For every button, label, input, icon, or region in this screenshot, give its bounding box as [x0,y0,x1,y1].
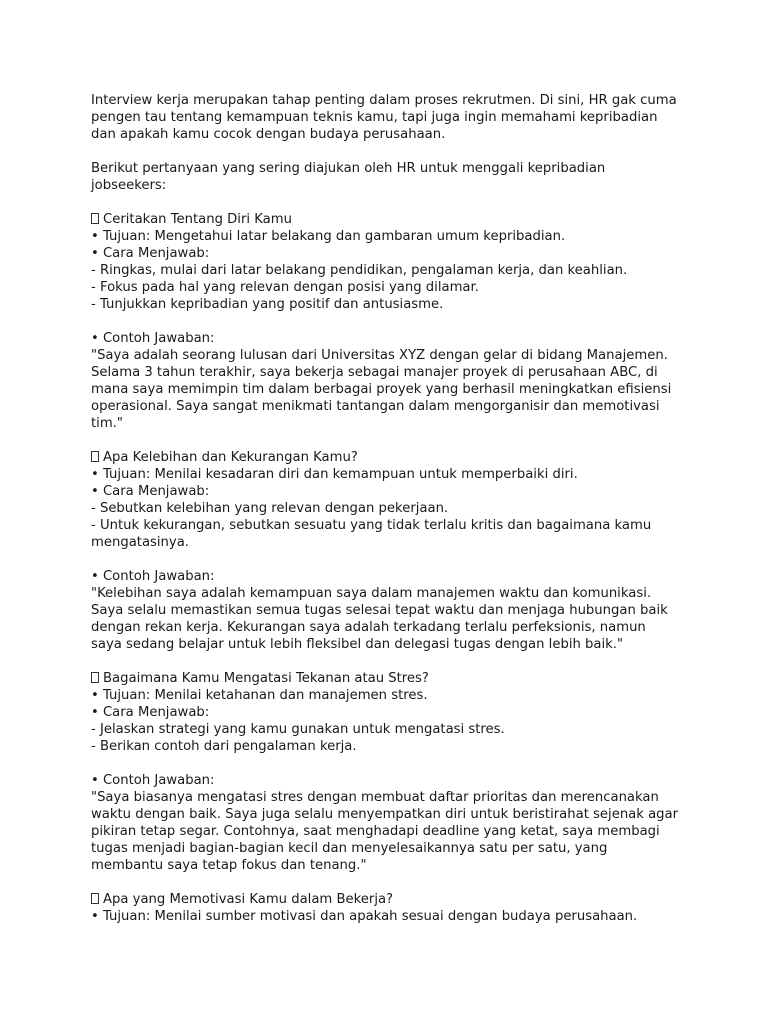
question-section [91,449,691,551]
contoh-label: • Contoh Jawaban: [91,331,215,346]
contoh-line: tugas menjadi bagian-bagian kecil dan menyelesaikannya satu per satu, yang [91,841,608,856]
contoh-line: membantu saya tetap fokus dan tenang." [91,858,367,873]
cara-item: - Fokus pada hal yang relevan dengan posisi yang dilamar. [91,280,479,295]
cara-item: - Sebutkan kelebihan yang relevan dengan pekerjaan. [91,501,449,516]
contoh-line: saya sedang belajar untuk lebih fleksibel dan delegasi tugas dengan lebih baik." [91,637,624,652]
question-heading [91,211,691,228]
contoh-line: operasional. Saya sangat menikmati tantangan dalam mengorganisir dan memotivasi [91,399,660,414]
question-section [91,670,691,755]
question-title: Ceritakan Tentang Diri Kamu [103,212,292,227]
missing-glyph-icon [91,672,99,683]
contoh-label: • Contoh Jawaban: [91,773,215,788]
example-answer [91,772,691,874]
cara-item: - Tunjukkan kepribadian yang positif dan antusiasme. [91,297,444,312]
contoh-line: Selama 3 tahun terakhir, saya bekerja sebagai manajer proyek di perusahaan ABC, di [91,365,658,380]
question-heading [91,891,691,908]
cara-label: • Cara Menjawab: [91,484,210,499]
missing-glyph-icon [91,213,99,224]
tujuan-line: • Tujuan: Menilai ketahanan dan manajemen stres. [91,688,428,703]
intro-line: pengen tau tentang kemampuan teknis kamu, tapi juga ingin memahami kepribadian [91,110,658,125]
lead-line: jobseekers: [91,178,167,193]
question-title: Apa Kelebihan dan Kekurangan Kamu? [103,450,358,465]
contoh-label: • Contoh Jawaban: [91,569,215,584]
contoh-line: dengan rekan kerja. Kekurangan saya adalah terkadang terlalu perfeksionis, namun [91,620,646,635]
contoh-line: waktu dengan baik. Saya juga selalu menyempatkan diri untuk beristirahat sejenak agar [91,807,679,822]
cara-item: mengatasinya. [91,535,189,550]
contoh-line: "Saya biasanya mengatasi stres dengan membuat daftar prioritas dan merencanakan [91,790,659,805]
question-title: Apa yang Memotivasi Kamu dalam Bekerja? [103,892,394,907]
lead-paragraph [91,160,691,194]
contoh-line: Saya selalu memastikan semua tugas selesai tepat waktu dan menjaga hubungan baik [91,603,668,618]
question-heading [91,670,691,687]
document-page [91,92,691,942]
contoh-line: "Kelebihan saya adalah kemampuan saya dalam manajemen waktu dan komunikasi. [91,586,652,601]
intro-line: Interview kerja merupakan tahap penting dalam proses rekrutmen. Di sini, HR gak cuma [91,93,677,108]
example-answer [91,568,691,653]
question-section [91,211,691,313]
contoh-line: mana saya memimpin tim dalam berbagai proyek yang berhasil meningkatkan efisiensi [91,382,672,397]
cara-item: - Ringkas, mulai dari latar belakang pendidikan, pengalaman kerja, dan keahlian. [91,263,628,278]
cara-item: - Jelaskan strategi yang kamu gunakan untuk mengatasi stres. [91,722,505,737]
example-answer [91,330,691,432]
cara-item: - Berikan contoh dari pengalaman kerja. [91,739,357,754]
lead-line: Berikut pertanyaan yang sering diajukan oleh HR untuk menggali kepribadian [91,161,606,176]
contoh-line: "Saya adalah seorang lulusan dari Universitas XYZ dengan gelar di bidang Manajemen. [91,348,668,363]
contoh-line: pikiran tetap segar. Contohnya, saat menghadapi deadline yang ketat, saya membagi [91,824,660,839]
contoh-line: tim." [91,416,123,431]
intro-line: dan apakah kamu cocok dengan budaya perusahaan. [91,127,446,142]
cara-label: • Cara Menjawab: [91,246,210,261]
intro-paragraph [91,92,691,143]
tujuan-line: • Tujuan: Mengetahui latar belakang dan gambaran umum kepribadian. [91,229,566,244]
tujuan-line: • Tujuan: Menilai sumber motivasi dan apakah sesuai dengan budaya perusahaan. [91,909,638,924]
tujuan-line: • Tujuan: Menilai kesadaran diri dan kemampuan untuk memperbaiki diri. [91,467,578,482]
question-heading [91,449,691,466]
cara-label: • Cara Menjawab: [91,705,210,720]
missing-glyph-icon [91,451,99,462]
cara-item: - Untuk kekurangan, sebutkan sesuatu yang tidak terlalu kritis dan bagaimana kamu [91,518,652,533]
question-section [91,891,691,925]
missing-glyph-icon [91,893,99,904]
question-title: Bagaimana Kamu Mengatasi Tekanan atau Stres? [103,671,429,686]
